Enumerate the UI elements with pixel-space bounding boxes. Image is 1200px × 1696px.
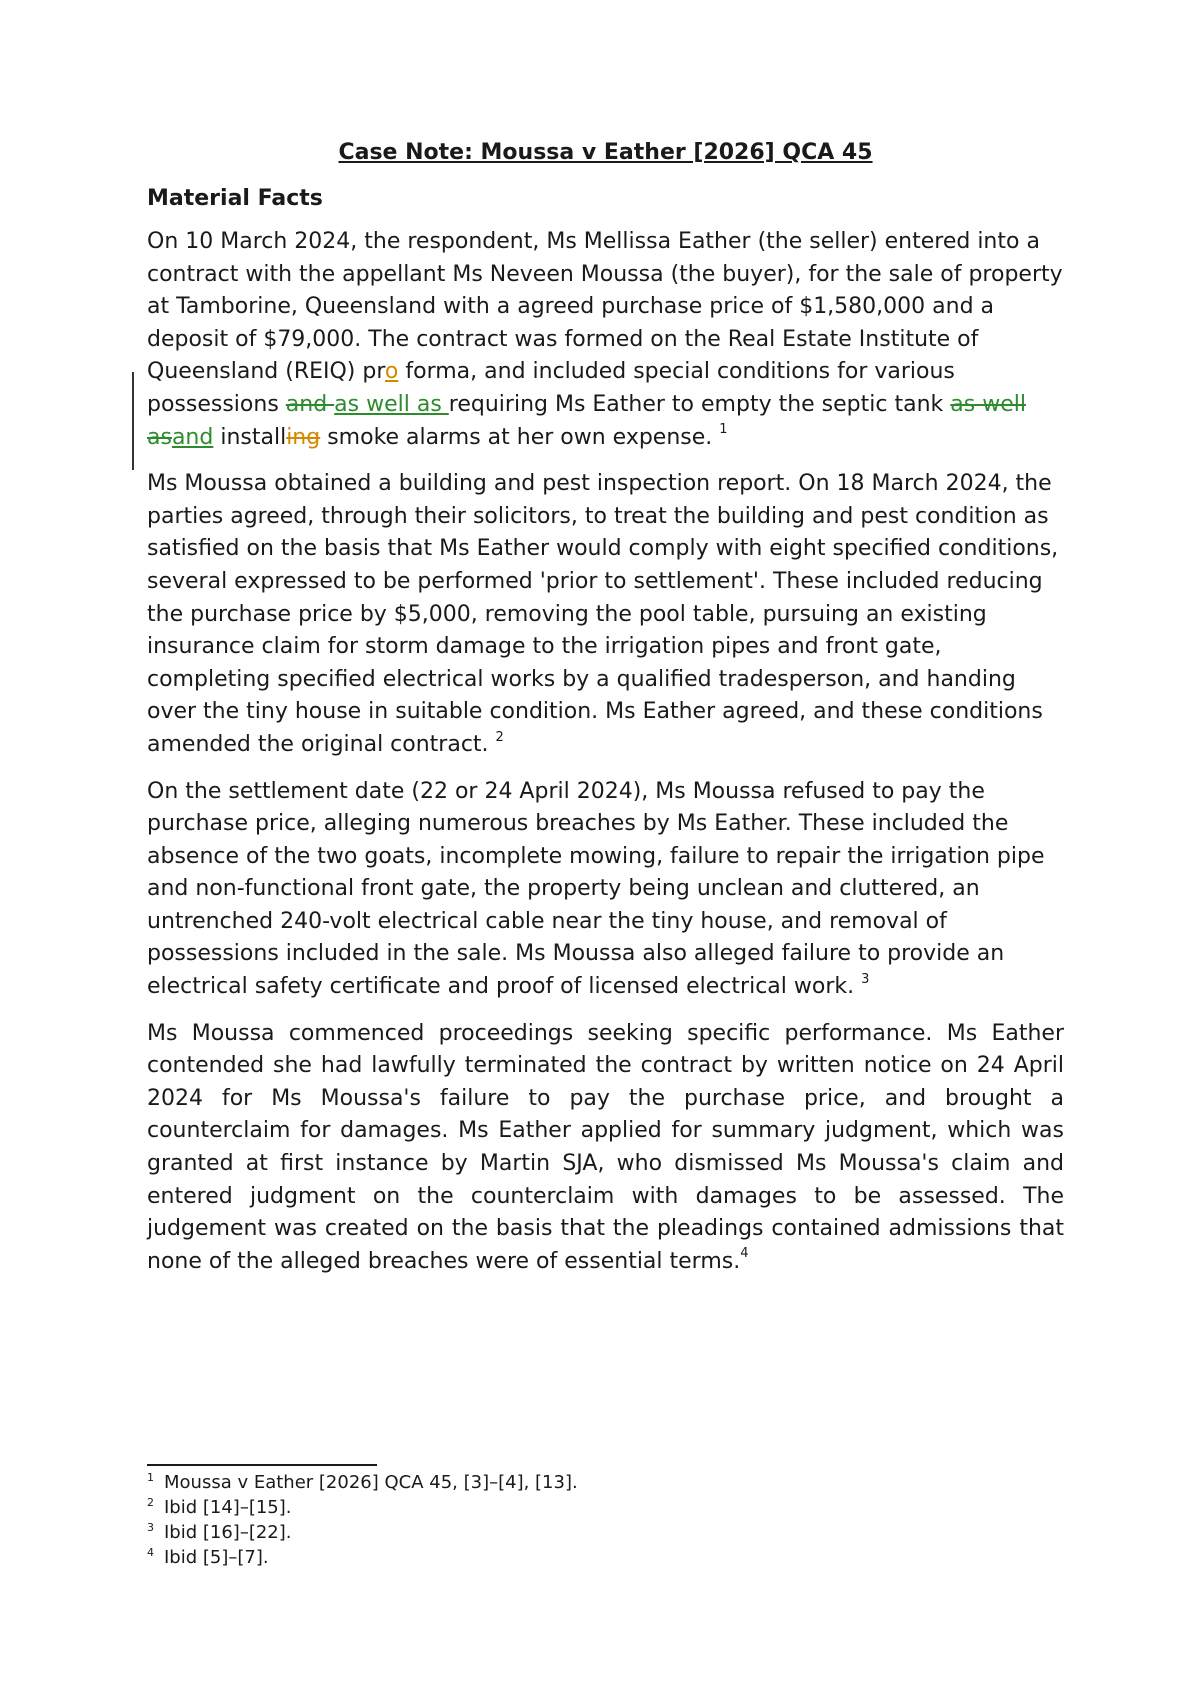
- footnote-text: Ibid [5]–[7].: [164, 1547, 269, 1568]
- paragraph-1: [147, 226, 1064, 454]
- insertion-mark: o: [384, 359, 399, 385]
- footnote-text: Moussa v Eather [2026] QCA 45, [3]–[4], [13].: [164, 1472, 578, 1493]
- footnote-number: 3: [147, 1521, 154, 1534]
- para2-text: Ms Moussa obtained a building and pest inspection report. On 18 March 2024, the parties agreed, through their solicitors, to treat the building and pest condition as satisfied on the basis that Ms Eather would comply with eight specified conditions, several expressed to be performed 'prior to settlement'. These included reducing the purchase price by $5,000, removing the pool table, pursuing an existing insurance claim for storm damage to the irrigation pipes and front gate, completing specified electrical works by a qualified tradesperson, and handing over the tiny house in suitable condition. Ms Eather agreed, and these conditions amended the original contract.: [147, 471, 1059, 757]
- footnote-reference[interactable]: 4: [740, 1246, 749, 1262]
- footnote-number: 4: [147, 1546, 154, 1559]
- footnote-number: 2: [147, 1496, 154, 1509]
- para3-text: On the settlement date (22 or 24 April 2024), Ms Moussa refused to pay the purchase price, alleging numerous breaches by Ms Eather. These included the absence of the two goats, incomplete mowing, failure to repair the irrigation pipe and non-functional front gate, the property being unclean and cluttered, an untrenched 240-volt electrical cable near the tiny house, and removal of possessions included in the sale. Ms Moussa also alleged failure to provide an electrical safety certificate and proof of licensed electrical work.: [147, 778, 1045, 1000]
- para1-text-e: smoke alarms at her own expense.: [320, 424, 713, 450]
- deletion-mark: and: [285, 391, 335, 417]
- para1-text-d: install: [213, 424, 287, 450]
- footnote-text: Ibid [14]–[15].: [164, 1497, 292, 1518]
- footnote-number: 1: [147, 1471, 154, 1484]
- insertion-mark: and: [171, 424, 214, 450]
- para1-text-b: forma, and included special conditions for various possessions: [147, 359, 955, 417]
- para1-text-c: requiring Ms Eather to empty the septic tank: [448, 391, 951, 417]
- deletion-mark: as well as: [147, 391, 1026, 450]
- paragraph-4: [147, 1018, 1064, 1279]
- footnote-reference[interactable]: 2: [495, 729, 504, 745]
- para4-text: Ms Moussa commenced proceedings seeking specific performance. Ms Eather contended she had lawfully terminated the contract by written notice on 24 April 2024 for Ms Moussa's failure to pay the purchase price, and brought a counterclaim for damages. Ms Eather applied for summary judgment, which was granted at first instance by Martin SJA, who dismissed Ms Moussa's claim and entered judgment on the counterclaim with damages to be assessed. The judgement was created on the basis that the pleadings contained admissions that none of the alleged breaches were of essential terms.: [147, 1020, 1064, 1274]
- insertion-mark: as well as: [334, 391, 449, 417]
- footnotes-section: [147, 1470, 1064, 1570]
- footnote-reference[interactable]: 1: [719, 422, 728, 438]
- footnote-text: Ibid [16]–[22].: [164, 1522, 292, 1543]
- footnote-item: [147, 1520, 1064, 1545]
- document-page: [147, 138, 1064, 1292]
- paragraph-3: [147, 776, 1064, 1004]
- footnote-item: [147, 1495, 1064, 1520]
- footnote-reference[interactable]: 3: [861, 971, 870, 987]
- paragraph-2: [147, 468, 1064, 761]
- footnote-separator: [147, 1464, 377, 1466]
- footnote-item: [147, 1470, 1064, 1495]
- document-title: Case Note: Moussa v Eather [2026] QCA 45: [338, 140, 873, 165]
- footnote-item: [147, 1545, 1064, 1570]
- deletion-mark: ing: [286, 424, 321, 450]
- tracked-change-bar: [132, 372, 134, 470]
- para1-text-a: On 10 March 2024, the respondent, Ms Mellissa Eather (the seller) entered into a contract with the appellant Ms Neveen Moussa (the buyer), for the sale of property at Tamborine, Queensland with a agreed purchase price of $1,580,000 and a deposit of $79,000. The contract was formed on the Real Estate Institute of Queensland (REIQ) pr: [147, 229, 1063, 385]
- section-heading: Material Facts: [147, 186, 323, 211]
